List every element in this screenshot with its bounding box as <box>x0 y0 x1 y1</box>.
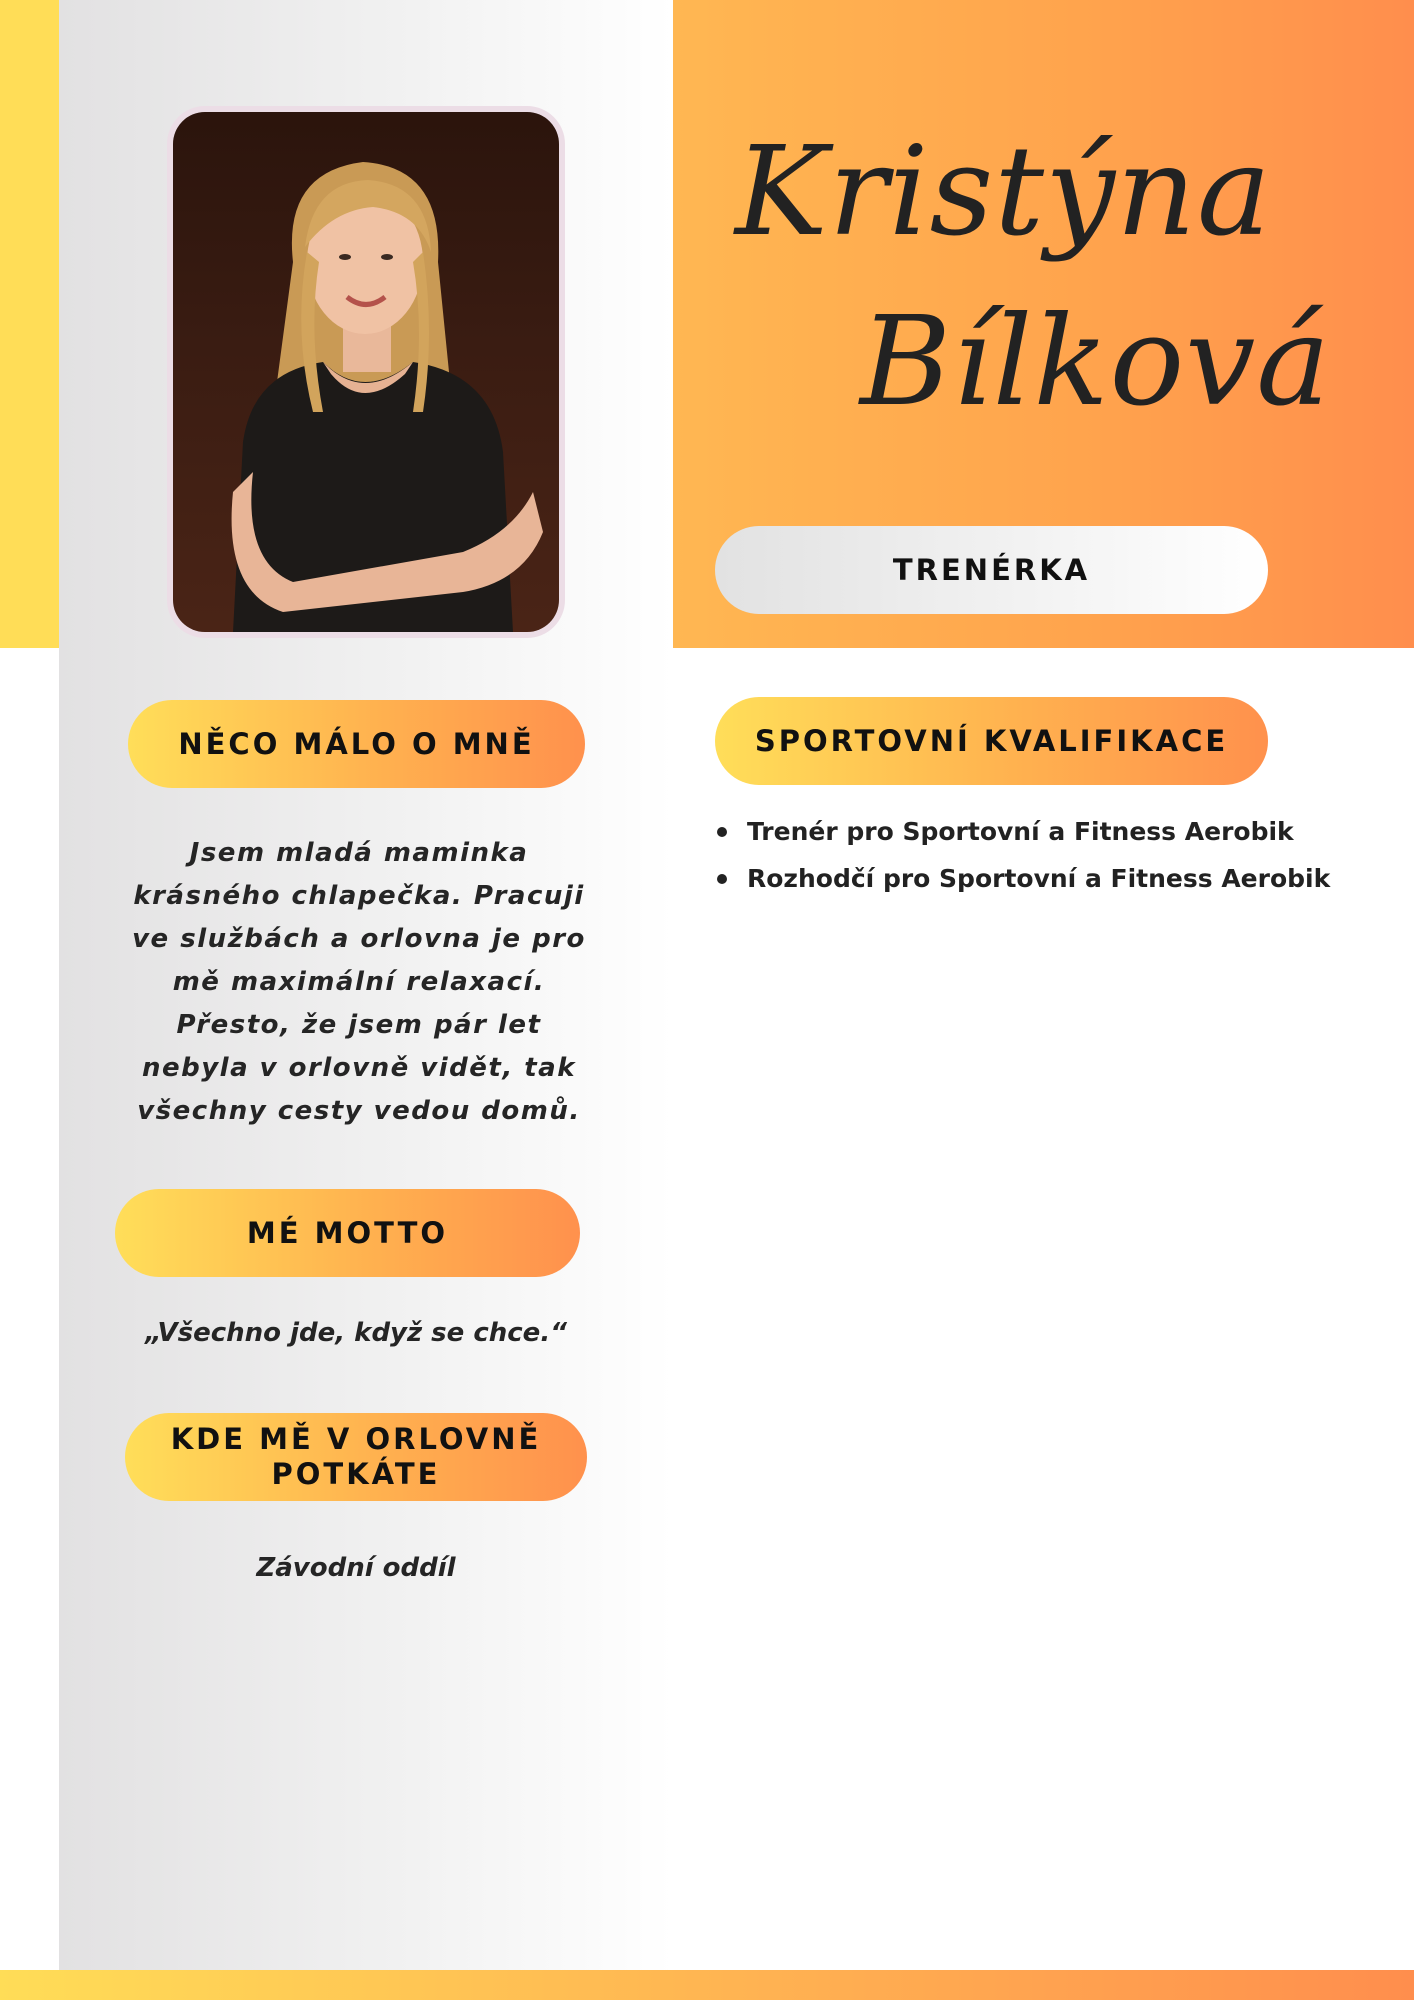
bullet-icon <box>717 827 727 837</box>
qualifications-list <box>715 808 1365 902</box>
qualification-text: Rozhodčí pro Sportovní a Fitness Aerobik <box>747 864 1331 893</box>
where-heading: KDE MĚ V ORLOVNĚ POTKÁTE <box>125 1413 587 1501</box>
motto-text: „Všechno jde, když se chce.“ <box>145 1318 567 1348</box>
last-name: Bílková <box>860 290 1332 434</box>
bullet-icon <box>717 874 727 884</box>
about-text: Jsem mladá maminka krásného chlapečka. Pracuji ve službách a orlovna je pro mě maximální relaxací. Přesto, že jsem pár let nebyla v orlovně vidět, tak všechny cesty vedou domů. <box>132 838 586 1126</box>
motto-heading: MÉ MOTTO <box>115 1189 580 1277</box>
role-badge: TRENÉRKA <box>715 526 1268 614</box>
qualification-text: Trenér pro Sportovní a Fitness Aerobik <box>747 817 1294 846</box>
bottom-accent-bar <box>0 1970 1414 2000</box>
about-heading: NĚCO MÁLO O MNĚ <box>128 700 585 788</box>
profile-photo <box>173 112 559 632</box>
list-item <box>715 808 1365 855</box>
profile-photo-frame <box>167 106 565 638</box>
yellow-accent-stripe <box>0 0 60 648</box>
first-name: Kristýna <box>735 120 1272 264</box>
where-text: Závodní oddíl <box>256 1553 456 1583</box>
portrait-illustration <box>173 112 559 632</box>
qualifications-heading: SPORTOVNÍ KVALIFIKACE <box>715 697 1268 785</box>
list-item <box>715 855 1365 902</box>
